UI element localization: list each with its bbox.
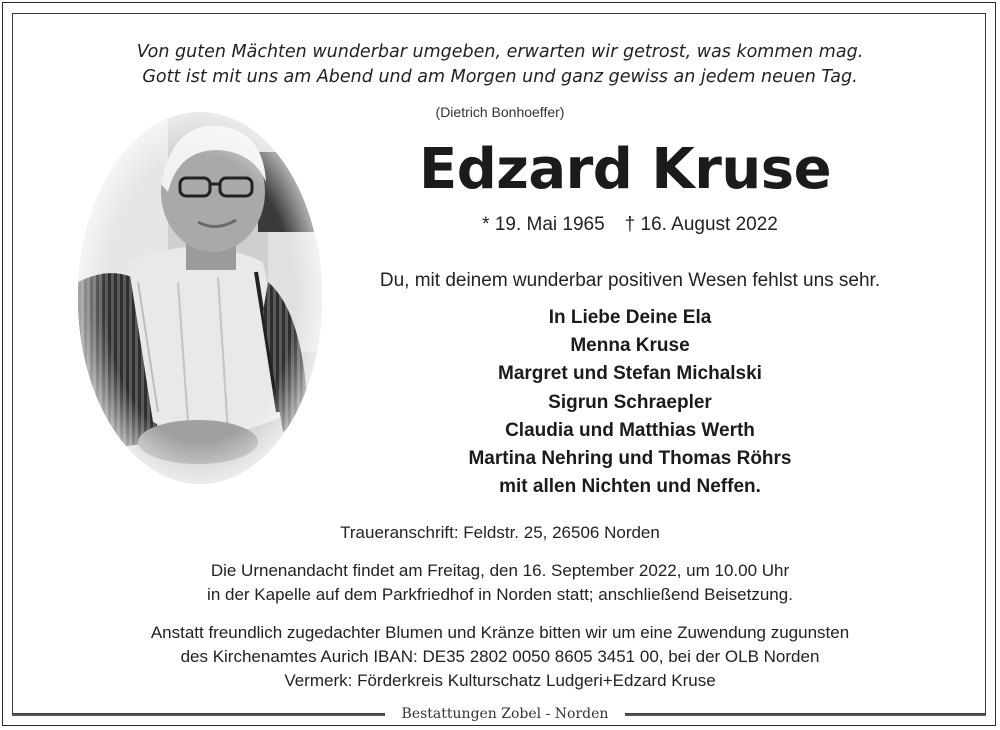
mourner: Martina Nehring und Thomas Röhrs [468,448,792,470]
life-dates [390,214,870,236]
tagline: Du, mit deinem wunderbar positiven Wesen fehlst uns sehr. [379,270,881,291]
deceased-name: Edzard Kruse [418,137,832,202]
poem-line-1: Von guten Mächten wunderbar umgeben, erwarten wir getrost, was kommen mag. [136,42,864,62]
poem-quote [40,40,960,90]
footer-rule-right [618,714,986,716]
portrait-image [78,112,322,484]
funeral-home-credit: Bestattungen Zobel - Norden [385,703,625,725]
poem-line-2: Gott ist mit uns am Abend und am Morgen und ganz gewiss an jedem neuen Tag. [142,67,858,87]
birth-date: * 19. Mai 1965 [482,214,605,235]
mourner: Margret und Stefan Michalski [498,363,762,385]
mourner: In Liebe Deine Ela [548,307,712,328]
donation-line-1: Anstatt freundlich zugedachter Blumen und Kränze bitten wir um eine Zuwendung zugunsten [150,623,850,642]
address-line: Traueranschrift: Feldstr. 25, 26506 Norden [340,523,660,542]
mourner: Menna Kruse [570,335,690,357]
service-line-2: in der Kapelle auf dem Parkfriedhof in Norden statt; anschließend Beisetzung. [207,585,793,604]
donation-line-2: des Kirchenamtes Aurich IBAN: DE35 2802 0050 8605 3451 00, bei der OLB Norden [180,647,820,666]
service-info [40,559,960,607]
donation-info [40,621,960,693]
mourner: Sigrun Schraepler [548,391,712,413]
service-line-1: Die Urnenandacht findet am Freitag, den 16. September 2022, um 10.00 Uhr [210,561,790,580]
death-date: † 16. August 2022 [624,214,778,235]
footer-rule-left [12,714,392,716]
donation-line-3: Vermerk: Förderkreis Kulturschatz Ludgeri+Edzard Kruse [284,671,716,690]
mourners-list [390,304,870,501]
poem-author: (Dietrich Bonhoeffer) [435,104,565,120]
mourning-address [40,521,960,545]
mourner: mit allen Nichten und Neffen. [499,476,761,498]
portrait-photo [78,112,322,484]
mourner: Claudia und Matthias Werth [505,419,755,441]
